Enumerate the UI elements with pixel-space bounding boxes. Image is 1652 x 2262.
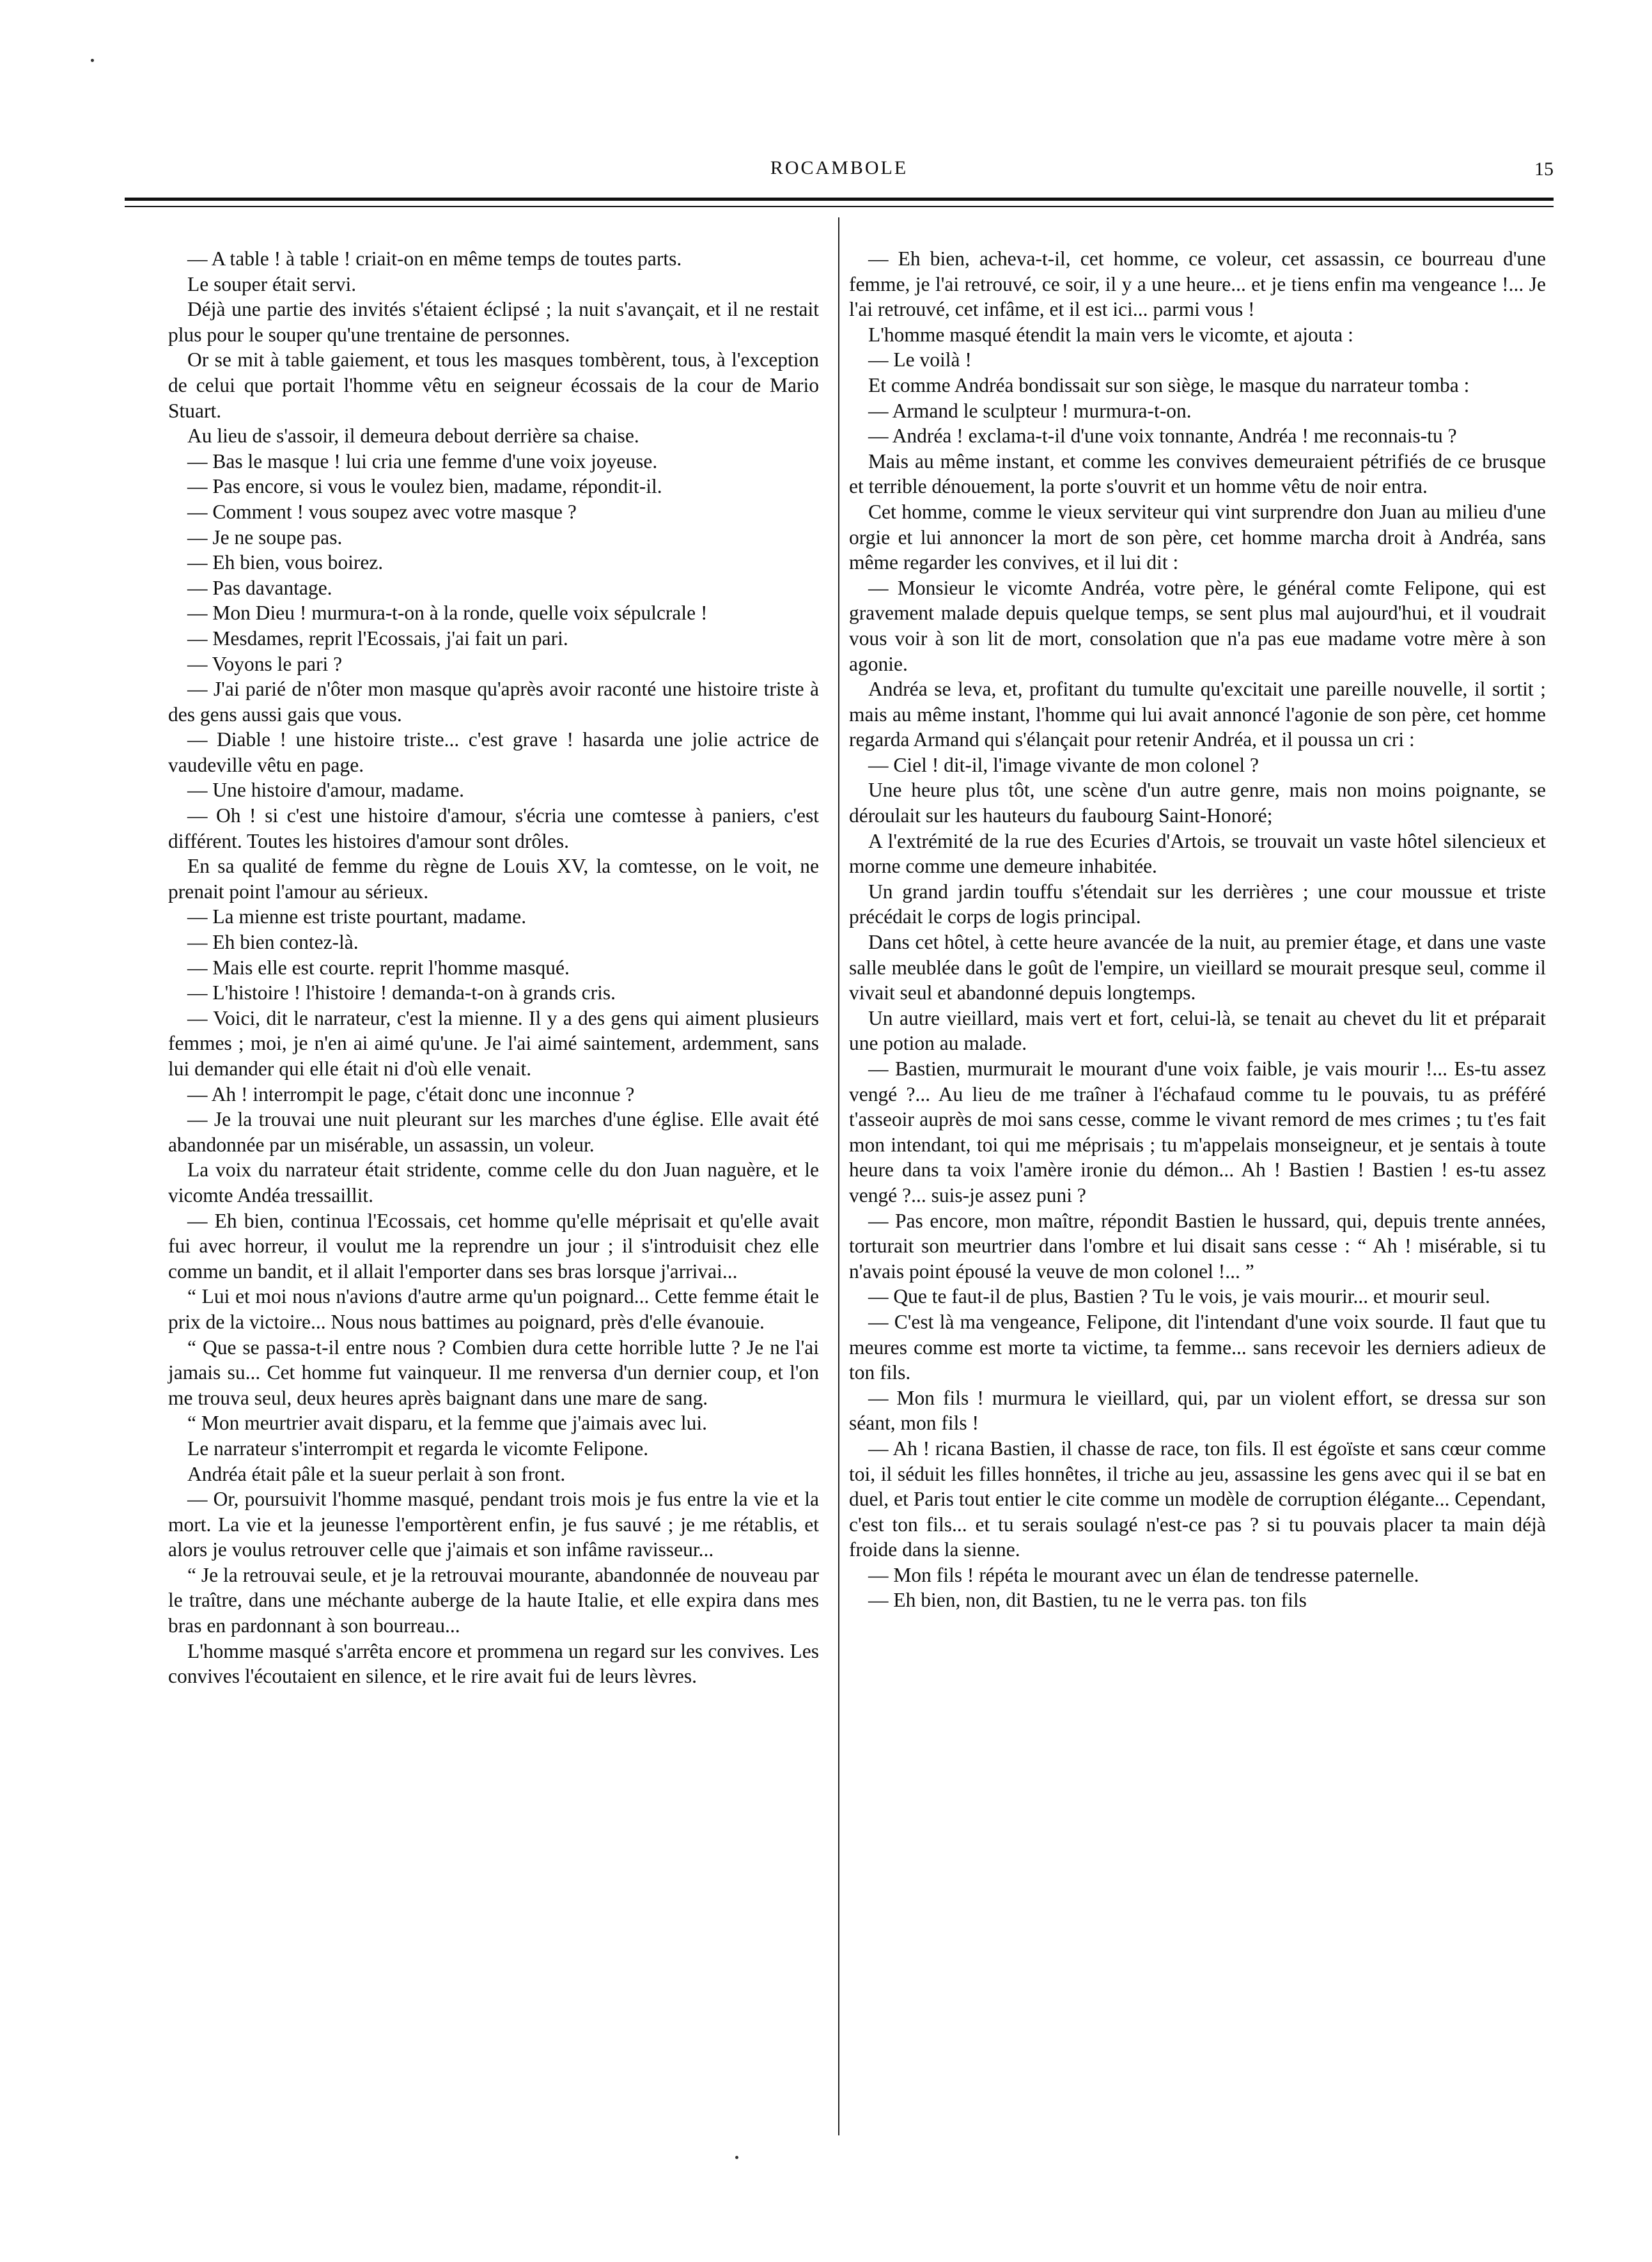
paragraph: — Eh bien contez-là.: [187, 931, 359, 954]
paragraph: L'homme masqué étendit la main vers le vicomte, et ajouta :: [868, 323, 1353, 346]
right-column: [849, 246, 1546, 1613]
paragraph: — Mesdames, reprit l'Ecossais, j'ai fait un pari.: [187, 627, 568, 650]
paragraph: Au lieu de s'assoir, il demeura debout derrière sa chaise.: [187, 425, 639, 448]
paragraph: — Bas le masque ! lui cria une femme d'une voix joyeuse.: [187, 449, 658, 472]
paragraph: — A table ! à table ! criait-on en même temps de toutes parts.: [187, 247, 682, 270]
running-header: [125, 157, 1554, 183]
paragraph: — Mon Dieu ! murmura-t-on à la ronde, quelle voix sépulcrale !: [187, 602, 708, 625]
header-rule-thick: [125, 198, 1554, 201]
paragraph: Le souper était servi.: [187, 272, 357, 295]
print-speck: [91, 59, 94, 62]
paragraph: Et comme Andréa bondissait sur son siège, le masque du narrateur tomba :: [868, 373, 1470, 396]
paragraph: — Voici, dit le narrateur, c'est la mienne. Il y a des gens qui aiment plusieurs femmes ; moi, je n'en ai aimé qu'une. Je l'ai aimé saintement, ardemment, sans lui demander qui elle était ni d'où elle venait.: [168, 1006, 819, 1080]
paragraph: — Ciel ! dit-il, l'image vivante de mon colonel ?: [868, 753, 1259, 776]
header-title: ROCAMBOLE: [770, 157, 908, 178]
paragraph: — Diable ! une histoire triste... c'est grave ! hasarda une jolie actrice de vaudeville vêtu en page.: [168, 728, 819, 776]
paragraph: — Andréa ! exclama-t-il d'une voix tonnante, Andréa ! me reconnais-tu ?: [868, 425, 1457, 448]
paragraph: — Bastien, murmurait le mourant d'une voix faible, je vais mourir !... Es-tu assez vengé ?... Au lieu de me traîner à l'échafaud comme tu le pouvais, tu as préféré t'asseoir auprès de moi sans cesse, comme le vivant remord de mes crimes ; tu t'es fait mon intendant, toi qui me méprisais ; tu m'appelais monseigneur, et je sentais à toute heure dans ta voix l'amère ironie du démon... Ah ! Bastien ! Bastien ! es-tu assez vengé ?... suis-je assez puni ?: [849, 1057, 1546, 1206]
paragraph: Andréa se leva, et, profitant du tumulte qu'excitait une pareille nouvelle, il sortit ; mais au même instant, l'homme qui lui avait annoncé l'agonie de son père, cet homme regarda Armand qui s'élançait pour retenir Andréa, et il poussa un cri :: [849, 678, 1546, 751]
paragraph: — Eh bien, continua l'Ecossais, cet homme qu'elle méprisait et qu'elle avait fui avec horreur, il voulut me la reprendre un jour ; il s'introduisit chez elle comme un bandit, et il allait l'emporter dans ses bras lorsque j'arrivai...: [168, 1209, 819, 1283]
paragraph: “ Lui et moi nous n'avions d'autre arme qu'un poignard... Cette femme était le prix de la victoire... Nous nous battimes au poignard, près d'elle évanouie.: [168, 1285, 819, 1333]
paragraph: — Monsieur le vicomte Andréa, votre père, le général comte Felipone, qui est gravement malade depuis quelque temps, se sent plus mal aujourd'hui, et il voudrait vous voir à son lit de mort, consolation que n'a pas eue madame votre mère à son agonie.: [849, 576, 1546, 675]
paragraph: En sa qualité de femme du règne de Louis XV, la comtesse, on le voit, ne prenait point l'amour au sérieux.: [168, 855, 819, 903]
paragraph: — Mon fils ! répéta le mourant avec un élan de tendresse paternelle.: [868, 1563, 1419, 1586]
paragraph: — Eh bien, non, dit Bastien, tu ne le verra pas. ton fils: [868, 1589, 1307, 1612]
paragraph: — Oh ! si c'est une histoire d'amour, s'écria une comtesse à paniers, c'est différent. Toutes les histoires d'amour sont drôles.: [168, 804, 819, 852]
page-number: 15: [1534, 159, 1554, 180]
paragraph: — C'est là ma vengeance, Felipone, dit l'intendant d'une voix sourde. Il faut que tu meures comme est morte ta victime, ta femme... sans recevoir les derniers adieux de ton fils.: [849, 1310, 1546, 1384]
paragraph: — Mon fils ! murmura le vieillard, qui, par un violent effort, se dressa sur son séant, mon fils !: [849, 1386, 1546, 1435]
paragraph: — Ah ! ricana Bastien, il chasse de race, ton fils. Il est égoïste et sans cœur comme toi, il séduit les filles honnêtes, il triche au jeu, assassine les gens avec qui il se bat en duel, et Paris tout entier le cite comme un modèle de corruption élégante... Cependant, c'est ton fils... et tu serais soulagé n'est-ce pas ? si tu pouvais placer ta main déjà froide dans la sienne.: [849, 1437, 1546, 1561]
paragraph: Mais au même instant, et comme les convives demeuraient pétrifiés de ce brusque et terrible dénouement, la porte s'ouvrit et un homme vêtu de noir entra.: [849, 449, 1546, 498]
paragraph: — Que te faut-il de plus, Bastien ? Tu le vois, je vais mourir... et mourir seul.: [868, 1285, 1490, 1308]
header-rule-thin: [125, 206, 1554, 207]
paragraph: — Pas encore, si vous le voulez bien, madame, répondit-il.: [187, 475, 662, 498]
paragraph: — Ah ! interrompit le page, c'était donc une inconnue ?: [187, 1082, 635, 1105]
left-column: [168, 246, 819, 1689]
paragraph: Un grand jardin touffu s'étendait sur les derrières ; une cour moussue et triste précédait le corps de logis principal.: [849, 880, 1546, 928]
paragraph: — Le voilà !: [868, 348, 972, 371]
paragraph: — Armand le sculpteur ! murmura-t-on.: [868, 399, 1192, 422]
paragraph: — Eh bien, vous boirez.: [187, 551, 384, 574]
paragraph: — Je ne soupe pas.: [187, 526, 343, 549]
paragraph: — Je la trouvai une nuit pleurant sur les marches d'une église. Elle avait été abandonnée par un misérable, un assassin, un voleur.: [168, 1108, 819, 1156]
paragraph: Une heure plus tôt, une scène d'un autre genre, mais non moins poignante, se déroulait sur les hauteurs du faubourg Saint-Honoré;: [849, 779, 1546, 827]
paragraph: “ Que se passa-t-il entre nous ? Combien dura cette horrible lutte ? Je ne l'ai jamais su... Cet homme fut vainqueur. Il me renversa d'un dernier coup, et l'on me trouva seul, deux heures après baignant dans une mare de sang.: [168, 1336, 819, 1409]
paragraph: Déjà une partie des invités s'étaient éclipsé ; la nuit s'avançait, et il ne restait plus pour le souper qu'une trentaine de personnes.: [168, 298, 819, 346]
paragraph: — Une histoire d'amour, madame.: [187, 779, 465, 802]
paragraph: Andréa était pâle et la sueur perlait à son front.: [187, 1462, 566, 1485]
paragraph: Or se mit à table gaiement, et tous les masques tombèrent, tous, à l'exception de celui que portait l'homme vêtu en seigneur écossais de la cour de Mario Stuart.: [168, 348, 819, 422]
column-separator: [838, 217, 839, 2135]
paragraph: — Eh bien, acheva-t-il, cet homme, ce voleur, cet assassin, ce bourreau d'une femme, je l'ai retrouvé, ce soir, il y a une heure... et je tiens enfin ma vengeance !... Je l'ai retrouvé, cet infâme, et il est ici... parmi vous !: [849, 247, 1546, 321]
paragraph: — Pas davantage.: [187, 576, 332, 599]
paragraph: — Mais elle est courte. reprit l'homme masqué.: [187, 956, 570, 979]
paragraph: Un autre vieillard, mais vert et fort, celui-là, se tenait au chevet du lit et préparait une potion au malade.: [849, 1006, 1546, 1055]
paragraph: L'homme masqué s'arrêta encore et prommena un regard sur les convives. Les convives l'écoutaient en silence, et le rire avait fui de leurs lèvres.: [168, 1639, 819, 1688]
paragraph: Dans cet hôtel, à cette heure avancée de la nuit, au premier étage, et dans une vaste salle meublée dans le goût de l'empire, un vieillard se mourait presque seul, comme il vivait seul et abandonné depuis longtemps.: [849, 931, 1546, 1004]
paragraph: — Voyons le pari ?: [187, 652, 343, 675]
paragraph: La voix du narrateur était stridente, comme celle du don Juan naguère, et le vicomte Andéa tressaillit.: [168, 1158, 819, 1206]
paragraph: “ Mon meurtrier avait disparu, et la femme que j'aimais avec lui.: [187, 1412, 708, 1435]
paragraph: — La mienne est triste pourtant, madame.: [187, 905, 527, 928]
paragraph: — Or, poursuivit l'homme masqué, pendant trois mois je fus entre la vie et la mort. La vie et la jeunesse l'emportèrent enfin, je fus sauvé ; je me rétablis, et alors je voulus retrouver celle que j'aimais et son infâme ravisseur...: [168, 1488, 819, 1561]
paragraph: — Pas encore, mon maître, répondit Bastien le hussard, qui, depuis trente années, torturait son meurtrier dans l'ombre et lui disait sans cesse : “ Ah ! misérable, si tu n'avais point épousé la veuve de mon colonel !... ”: [849, 1209, 1546, 1283]
paragraph: — J'ai parié de n'ôter mon masque qu'après avoir raconté une histoire triste à des gens aussi gais que vous.: [168, 678, 819, 726]
print-speck: [735, 2156, 738, 2159]
paragraph: Cet homme, comme le vieux serviteur qui vint surprendre don Juan au milieu d'une orgie et lui annoncer la mort de son père, cet homme marcha droit à Andréa, sans même regarder les convives, et il lui dit :: [849, 500, 1546, 574]
paragraph: A l'extrémité de la rue des Ecuries d'Artois, se trouvait un vaste hôtel silencieux et morne comme une demeure inhabitée.: [849, 829, 1546, 878]
paragraph: “ Je la retrouvai seule, et je la retrouvai mourante, abandonnée de nouveau par le traître, dans une méchante auberge de la haute Italie, et elle expira dans mes bras en pardonnant à son bourreau...: [168, 1563, 819, 1637]
paragraph: Le narrateur s'interrompit et regarda le vicomte Felipone.: [187, 1437, 649, 1460]
paragraph: — Comment ! vous soupez avec votre masque ?: [187, 500, 577, 523]
paragraph: — L'histoire ! l'histoire ! demanda-t-on à grands cris.: [187, 981, 616, 1004]
